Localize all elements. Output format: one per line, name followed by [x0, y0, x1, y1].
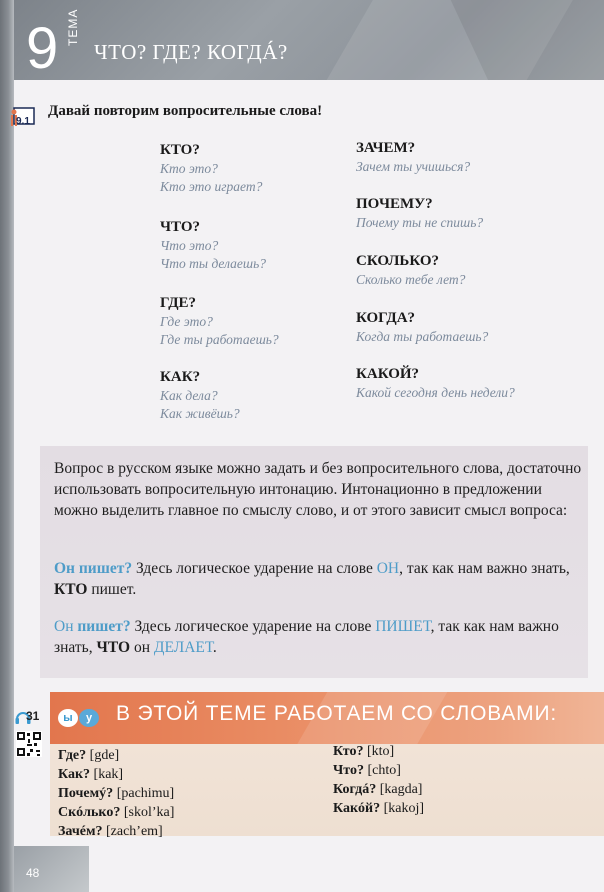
question-word: СКОЛЬКО?: [356, 253, 440, 269]
vocabulary-title: В ЭТОЙ ТЕМЕ РАБОТАЕМ СО СЛОВАМИ:: [116, 702, 558, 725]
example-pronoun: Он: [54, 560, 75, 577]
chapter-title: ЧТО? ГДЕ? КОГДÁ?: [94, 40, 288, 64]
explanation-example-2: [54, 616, 582, 658]
vocab-word: Где?: [58, 748, 87, 763]
question-word-block: [356, 138, 470, 176]
vocab-word: Какóй?: [333, 801, 381, 816]
example-text: Здесь логическое ударение на слове: [130, 618, 376, 635]
vocab-translit: [kakoj]: [383, 801, 425, 816]
vocab-word: Скóлько?: [58, 805, 121, 820]
vocab-translit: [zach’em]: [105, 824, 163, 839]
section-number: 9.1: [16, 116, 30, 127]
question-example: Как дела?: [160, 388, 218, 403]
question-example: Кто это?: [160, 161, 218, 176]
question-word-block: [356, 251, 465, 289]
vocab-item: [58, 803, 174, 822]
example-verb: пишет?: [77, 618, 131, 635]
explanation-box: [40, 446, 588, 678]
example-text: пишет.: [87, 581, 137, 598]
speech-bubble-icon: ы: [58, 709, 78, 727]
question-word: КОГДА?: [356, 310, 416, 326]
key-word: ЧТО: [96, 639, 131, 656]
question-example: Какой сегодня день недели?: [356, 385, 515, 400]
vocab-item: [333, 799, 424, 818]
vocab-item: [58, 822, 163, 841]
qr-code-icon[interactable]: [16, 731, 42, 757]
chapter-number: 9: [26, 16, 59, 81]
question-word: КАК?: [160, 369, 201, 385]
stressed-word: ОН: [376, 560, 400, 577]
question-word: ПОЧЕМУ?: [356, 196, 433, 212]
example-text: , так как нам важно знать,: [54, 618, 559, 656]
vocab-item: [333, 780, 422, 799]
section-heading: Давай повторим вопросительные слова!: [48, 103, 323, 119]
question-word: КТО?: [160, 142, 200, 158]
vocab-translit: [gde]: [89, 748, 120, 763]
page-spine: [0, 0, 14, 892]
example-text: , так как нам важно знать,: [399, 560, 570, 577]
question-word-block: [160, 367, 240, 423]
vocab-item: [58, 784, 174, 803]
example-pronoun: Он: [54, 618, 74, 635]
explanation-example-1: [54, 558, 582, 600]
stressed-word: ПИШЕТ: [375, 618, 431, 635]
vocab-item: [58, 746, 119, 765]
question-word-block: [160, 217, 266, 273]
key-word: КТО: [54, 581, 88, 598]
question-word-block: [356, 364, 515, 402]
vocab-item: [58, 765, 123, 784]
stressed-word: ДЕЛАЕТ: [153, 639, 213, 656]
vocab-translit: [skol’ka]: [123, 805, 175, 820]
question-example: Что это?: [160, 238, 219, 253]
question-word: ЗАЧЕМ?: [356, 140, 416, 156]
page-number: 48: [26, 866, 40, 880]
question-example: Когда ты работаешь?: [356, 329, 489, 344]
vocab-translit: [kto]: [367, 744, 395, 759]
example-verb: пишет?: [78, 560, 133, 577]
explanation-intro: Вопрос в русском языке можно задать и без вопросительного слова, достаточно использовать вопросительную интонацию. Интонационно в предложении можно выделить главное по смыслу слово, и от этого зависит смысл вопроса:: [54, 460, 582, 519]
question-example: Как живёшь?: [160, 406, 240, 421]
vocab-item: [333, 761, 401, 780]
question-word-block: [160, 293, 279, 349]
vocab-translit: [pachimu]: [116, 786, 175, 801]
vocab-word: Когдá?: [333, 782, 377, 797]
speech-bubble-icon: у: [79, 709, 99, 727]
example-text: .: [212, 639, 217, 656]
question-word: КАКОЙ?: [356, 366, 420, 382]
question-word: ЧТО?: [160, 219, 200, 235]
example-text: Здесь логическое ударение на слове: [132, 560, 377, 577]
chapter-tema-label: ТЕМА: [66, 8, 80, 46]
vocab-item: [333, 742, 394, 761]
vocab-word: Зачéм?: [58, 824, 103, 839]
question-example: Кто это играет?: [160, 179, 263, 194]
vocab-word: Что?: [333, 763, 364, 778]
example-text: он: [130, 639, 154, 656]
question-word-block: [160, 140, 262, 196]
question-word-block: [356, 194, 483, 232]
question-word-block: [356, 308, 488, 346]
vocab-translit: [kak]: [93, 767, 124, 782]
question-example: Где ты работаешь?: [160, 332, 279, 347]
question-word: ГДЕ?: [160, 295, 197, 311]
vocab-word: Как?: [58, 767, 91, 782]
question-example: Где это?: [160, 314, 213, 329]
question-example: Сколько тебе лет?: [356, 272, 466, 287]
audio-track-number: 31: [26, 709, 40, 723]
vocab-translit: [kagda]: [379, 782, 423, 797]
question-example: Зачем ты учишься?: [356, 159, 471, 174]
question-example: Что ты делаешь?: [160, 256, 266, 271]
vocab-word: Кто?: [333, 744, 364, 759]
question-example: Почему ты не спишь?: [356, 215, 484, 230]
vocab-word: Почемý?: [58, 786, 114, 801]
vocab-translit: [chto]: [367, 763, 401, 778]
